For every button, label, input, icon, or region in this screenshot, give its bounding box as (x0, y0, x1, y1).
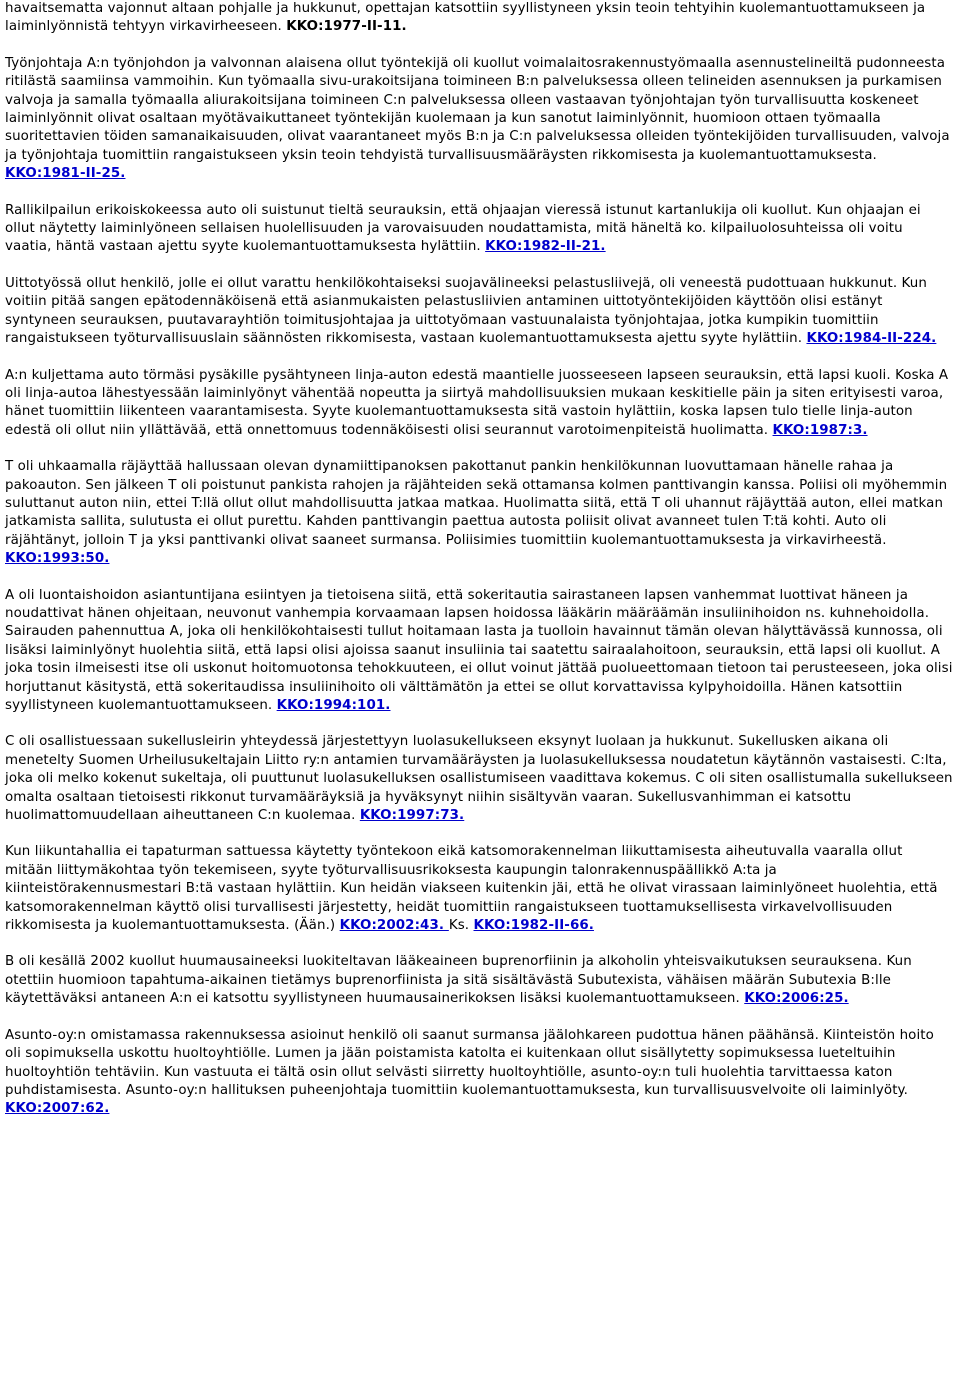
paragraph-text: Uittotyössä ollut henkilö, jolle ei ollut varattu henkilökohtaiseksi suojavälineeksi pelastusliivejä, oli veneestä pudottuaan hukkunut. Kun voitiin pitää sangen epätodennäköisenä että asianmukaisten pelastusliivien antaminen uittotyöntekijöiden käyttöön olisi estänyt syntyneen seurauksen, puutavarayhtiön toimitusjohtajaa ja uittotyömaan vastuunalaista työnjohtajaa, jotka kumpikin tuomittiin rangaistukseen työturvallisuuslain säännösten rikkomisesta, vastaan kuolemantuottamuksesta ajettu syyte hylättiin. (5, 275, 927, 347)
case-reference-link[interactable]: KKO:1993:50. (5, 551, 110, 567)
paragraph-7 (5, 587, 953, 716)
paragraph-2 (5, 55, 953, 184)
paragraph-text: Rallikilpailun erikoiskokeessa auto oli suistunut tieltä seurauksin, että ohjaajan vieressä istunut kartanlukija oli kuollut. Kun ohjaajan ei ollut näytetty laiminlyöneen sellaisen huolellisuuden ja varovaisuuden noudattamista, mitä häneltä ko. kilpailuolosuhteissa oli voitu vaatia, häntä vastaan ajettu syyte kuolemantuottamuksesta hylättiin. (5, 202, 921, 255)
paragraph-text: A:n kuljettama auto törmäsi pysäkille pysähtyneen linja-auton edestä maantielle juosseeseen lapseen seurauksin, että lapsi kuoli. Koska A oli linja-autoa lähestyessään laiminlyönyt vähentää nopeutta ja siirtyä mahdollisuuksien mukaan keskitielle päin ja siten erityisesti varoa, hänet tuomittiin liikenteen vaarantamisesta. Syyte kuolemantuottamuksesta sitä vastoin hylättiin, koska lapsen tulo tielle linja-auton edestä oli ollut niin yllättävää, että onnettomuus todennäköisesti olisi seurannut varotoimenpiteistä huolimatta. (5, 367, 949, 438)
document-body (5, 0, 953, 1119)
case-reference-link-secondary[interactable]: KKO:1982-II-66. (473, 918, 594, 934)
spacer (5, 935, 953, 953)
case-reference-link[interactable]: KKO:1997:73. (359, 808, 465, 824)
paragraph-11 (5, 1027, 953, 1119)
case-reference-link[interactable]: KKO:2002:43. (339, 918, 449, 934)
case-reference-link[interactable]: KKO:1982-II-21. (485, 239, 606, 255)
paragraph-1 (5, 0, 953, 37)
paragraph-3 (5, 202, 953, 257)
case-reference-link[interactable]: KKO:2007:62. (5, 1101, 110, 1117)
see-also-label: Ks. (448, 918, 474, 934)
spacer (5, 349, 953, 367)
spacer (5, 184, 953, 202)
paragraph-text: B oli kesällä 2002 kuollut huumausaineeksi luokiteltavan lääkeaineen buprenorfiinin ja alkoholin yhteisvaikutuksen seurauksena. Kun otettiin huomioon tapahtuma-aikainen tietämys buprenorfiinista ja sitä sisältävästä Subutexista, vähäisen määrän Subutexia B:lle käytettäväksi antaneen A:n ei katsottu syyllistyneen huumausainerikoksen lisäksi kuolemantuottamukseen. (5, 954, 912, 1007)
spacer (5, 715, 953, 733)
spacer (5, 440, 953, 458)
case-reference: KKO:1977-II-11. (286, 19, 407, 35)
paragraph-text: Asunto-oy:n omistamassa rakennuksessa asioinut henkilö oli saanut surmansa jäälohkareen pudottua hänen päähänsä. Kiinteistön hoito oli sopimuksella uskottu huoltoyhtiölle. Lumen ja jään poistamista katolta ei kuitenkaan ollut sisällytetty sopimuksessa lueteltuihin huoltoyhtiön tehtäviin. Kun vastuuta ei tältä osin ollut selvästi siirretty huoltoyhtiölle, asunto-oy:n tuli huolehtia tarvittaessa katon puhdistamisesta. Asunto-oy:n hallituksen puheenjohtaja tuomittiin kuolemantuottamuksesta, kun turvallisuusvelvoite oli laiminlyöty. (5, 1027, 934, 1098)
paragraph-text: havaitsematta vajonnut altaan pohjalle ja hukkunut, opettajan katsottiin syyllistyneen yksin teoin tehtyihin kuolemantuottamukseen ja laiminlyönnistä tehtyyn virkavirheeseen. (5, 1, 926, 35)
spacer (5, 37, 953, 55)
case-reference-link[interactable]: KKO:1994:101. (276, 698, 391, 713)
paragraph-8 (5, 733, 953, 825)
paragraph-6 (5, 458, 953, 568)
paragraph-text: T oli uhkaamalla räjäyttää hallussaan olevan dynamiittipanoksen pakottanut pankin henkilökunnan luovuttamaan hänelle rahaa ja pakoauton. Sen jälkeen T oli poistunut pankista rahojen ja räjähteiden sekä ottamansa kolmen panttivangin kanssa. Poliisi oli myöhemmin suluttanut auton niin, ettei T:llä ollut ollut mahdollisuutta jatkaa matkaa. Huolimatta siitä, että T oli uhannut räjäyttää auton, ellei matkan jatkamista sallita, sulutusta ei ollut purettu. Kahden panttivangin paettua autosta poliisit olivat avanneet tulen T:tä kohti. Auto oli räjähtänyt, jolloin T ja yksi panttivanki olivat saaneet surmansa. Poliisimies tuomittiin kuolemantuottamuksesta ja virkavirheestä. (5, 459, 948, 548)
spacer (5, 569, 953, 587)
paragraph-text: Kun liikuntahallia ei tapaturman sattuessa käytetty työntekoon eikä katsomorakennelman liikuttamisesta aiheutuvalla vaaralla ollut mitään liittymäkohtaa työn tekemiseen, syyte työturvallisuusrikoksesta kaupungin talonrakennuspäällikkö A:ta ja kiinteistörakennusmestari B:tä vastaan hylättiin. Kun heidän viakseen kuitenkin jäi, että he olivat virassaan laiminlyöneet huolehtia, että katsomorakennelman käyttö olisi turvallisesti järjestetty, heidät tuomittiin rangaistukseen tuottamuksellisesta virkavelvollisuuden rikkomisesta ja kuolemantuottamuksesta. (Ään.) (5, 844, 938, 934)
paragraph-10 (5, 953, 953, 1008)
paragraph-5 (5, 367, 953, 441)
paragraph-text: C oli osallistuessaan sukellusleirin yhteydessä järjestettyyn luolasukellukseen eksynyt luolaan ja hukkunut. Sukellusken aikana oli menetelty Suomen Urheilusukeltajain Liitto ry:n antamien turvamääräysten ja luolasukelluksessa noudatetun käytännön vastaisesti. C:lta, joka oli melko kokenut sukeltaja, oli puuttunut luolasukelluksen osallistumiseen vaadittava kokemus. C oli siten osallistumalla sukellukseen omalta osaltaan tietoisesti rikkonut turvamääräyksiä ja hyväksynyt niihin sisältyvän vaaran. Sukellusvanhimman ei katsottu huolimattomuudellaan aiheuttaneen C:n kuolemaa. (5, 734, 953, 824)
paragraph-9 (5, 843, 953, 935)
case-reference-link[interactable]: KKO:2006:25. (744, 991, 849, 1007)
paragraph-text: Työnjohtaja A:n työnjohdon ja valvonnan alaisena ollut työntekijä oli kuollut voimalaitosrakennustyömaalla asennustelineiltä pudonneesta ritilästä saamiinsa vammoihin. Kun työmaalla sivu-urakoitsijana toimineen B:n palveluksessa olleen telineiden asennuksen ja purkamisen valvoja ja samalla työmaalla aliurakoitsijana toimineen C:n palveluksessa olleen vastaavan työnjohtajan työn turvallisuutta koskeneet laiminlyönnit olivat osaltaan myötävaikuttaneet työntekijän kuolemaan ja kun sanotut laiminlyönnit, huomioon ottaen työmaalla suoritettavien töiden samanaikaisuuden, olivat vaarantaneet myös B:n ja C:n palveluksessa olleiden työntekijöiden turvallisuuden, valvoja ja työnjohtaja tuomittiin rangaistukseen yksin teoin tehdyistä turvallisuusmääräysten rikkomisesta ja kuolemantuottamuksesta. (5, 55, 950, 163)
paragraph-text: A oli luontaishoidon asiantuntijana esiintyen ja tietoisena siitä, että sokeritautia sairastaneen lapsen vanhemmat luottivat häneen ja noudattivat hänen ohjeitaan, neuvonut vanhempia korvaamaan lapsen hoidossa lääkärin määräämän insuliinihoidon ns. kuhnehoidolla. Sairauden pahennuttua A, joka oli henkilökohtaisesti tullut hoitamaan lasta ja tuolloin havainnut tämän olevan hälyttävässä kunnossa, oli lisäksi laiminlyönyt huolehtia siitä, että lapsi olisi ajoissa saanut insuliinia tai saatettu sairaalahoitoon, seurauksin, että lapsi oli kuollut. A joka tosin ilmeisesti itse oli uskonut hoitomuotonsa tehokkuuteen, ei ollut voinut jättää puolueettomaan tietoon tai perusteeseen, joka olisi horjuttanut käsitystä, että sokeritaudissa insuliinihoito oli välttämätön ja ettei se ollut korvattavissa kylpyhoidoilla. Hänen katsottiin syyllistyneen kuolemantuottamukseen. (5, 587, 953, 713)
spacer (5, 825, 953, 843)
case-reference-link[interactable]: KKO:1981-II-25. (5, 166, 126, 182)
paragraph-4 (5, 275, 953, 349)
case-reference-link[interactable]: KKO:1987:3. (772, 422, 868, 438)
spacer (5, 257, 953, 275)
spacer (5, 1009, 953, 1027)
case-reference-link[interactable]: KKO:1984-II-224. (806, 331, 937, 347)
